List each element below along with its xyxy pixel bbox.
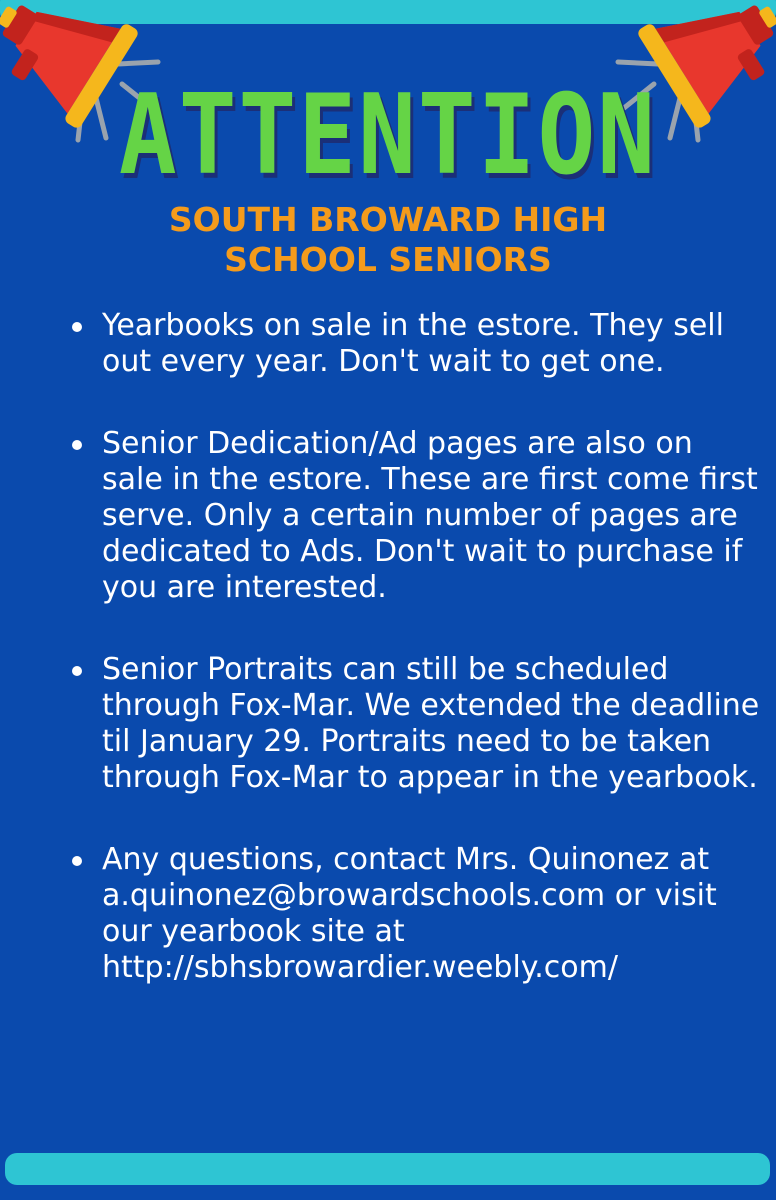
bullet-icon bbox=[72, 856, 82, 866]
item-text: Yearbooks on sale in the estore. They sell out every year. Don't wait to get one. bbox=[102, 308, 724, 379]
list-item bbox=[70, 842, 760, 986]
bullet-icon bbox=[72, 440, 82, 450]
list-item bbox=[70, 308, 760, 380]
list-item bbox=[70, 652, 760, 796]
bullet-icon bbox=[72, 322, 82, 332]
school-subtitle: SOUTH BROWARD HIGH SCHOOL SENIORS bbox=[168, 200, 608, 279]
item-text: Senior Dedication/Ad pages are also on sale in the estore. These are first come first serve. Only a certain number of pages are dedicated to Ads. Don't wait to purchase if you are interested. bbox=[102, 426, 758, 605]
list-item bbox=[70, 426, 760, 606]
item-text: Senior Portraits can still be scheduled through Fox-Mar. We extended the deadline til January 29. Portraits need to be taken through Fox-Mar to appear in the yearbook. bbox=[102, 652, 760, 795]
item-text: Any questions, contact Mrs. Quinonez at a.quinonez@browardschools.com or visit our yearbook site at http://sbhsbrowardier.weebly.com/ bbox=[102, 842, 717, 985]
announcement-list bbox=[70, 308, 760, 1032]
bullet-icon bbox=[72, 666, 82, 676]
bottom-accent-bar bbox=[5, 1153, 770, 1185]
attention-title: ATTENTION bbox=[118, 70, 658, 200]
